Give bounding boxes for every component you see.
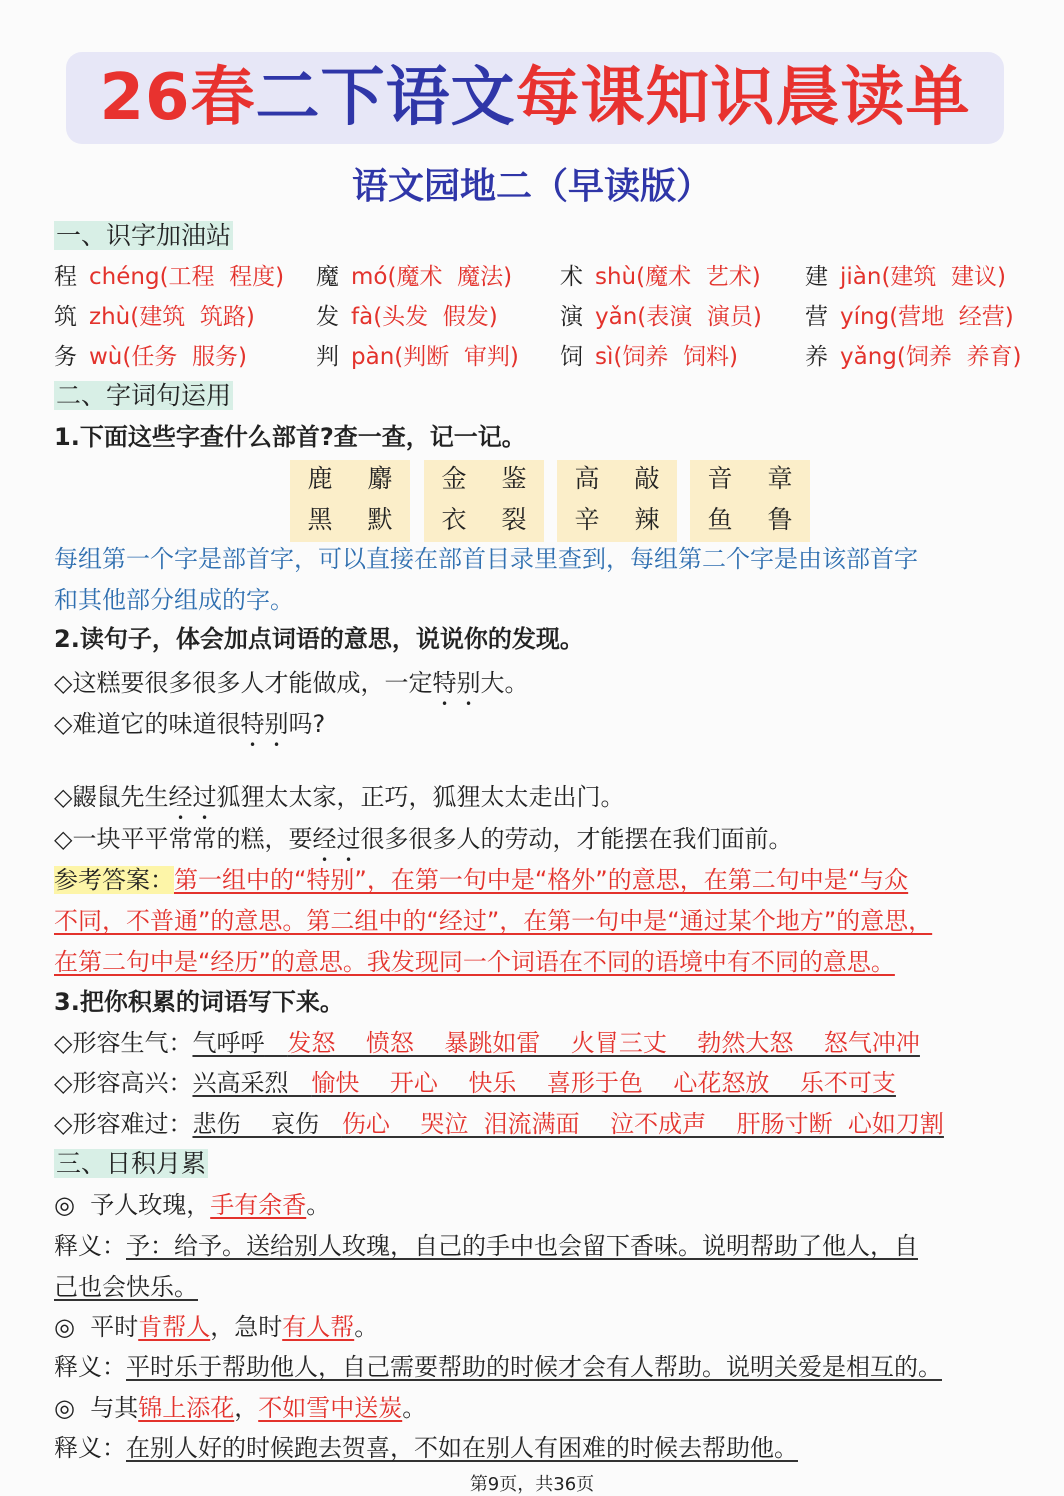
word-row-sad-gap <box>319 1110 342 1138</box>
q1-answer-line1: 每组第一个字是部首字，可以直接在部首目录里查到，每组第二个字是由该部首字 <box>54 545 918 573</box>
explanation-1-line2: 己也会快乐。 <box>54 1273 198 1301</box>
pinyin: zhù <box>89 304 131 330</box>
word-row-angry-label: ◇形容生气： <box>54 1029 193 1057</box>
explanation-2 <box>54 1350 942 1384</box>
explanation-3-text: 在别人好的时候跑去贺喜，不如在别人有困难的时候去帮助他。 <box>126 1434 798 1462</box>
proverb-3-answer1: 锦上添花 <box>138 1394 235 1422</box>
sentence-1-post: 大。 <box>480 669 529 697</box>
proverb-1-pre: ◎ 予人玫瑰， <box>54 1191 211 1219</box>
character: 演 <box>560 304 583 330</box>
character: 魔 <box>316 264 339 290</box>
sentence-4-dotted: 经过 <box>312 825 361 853</box>
section2-heading-text: 二、字词句运用 <box>56 381 232 410</box>
proverb-1-answer: 手有余香 <box>210 1191 307 1219</box>
character-entry <box>560 298 762 331</box>
radical-char: 高 <box>574 464 600 493</box>
word-row-angry-given: 气呼呼 <box>192 1029 265 1057</box>
pinyin: pàn <box>351 344 395 370</box>
sentence-2-pre: ◇难道它的味道很 <box>54 710 241 738</box>
reference-answer-line3: 在第二句中是“经历”的意思。我发现同一个词语在不同的语境中有不同的意思。 <box>54 948 895 976</box>
radical-char: 衣 <box>441 505 467 534</box>
compound-char: 鲁 <box>767 505 793 534</box>
radical-char: 金 <box>441 464 467 493</box>
proverb-3-mid: ， <box>234 1394 259 1422</box>
radical-char: 鹿 <box>307 464 333 493</box>
compound-char: 麝 <box>367 464 393 493</box>
page-subtitle: 语文园地二（早读版） <box>351 166 712 207</box>
character-entry <box>54 298 255 331</box>
explanation-1-text1: 予：给予。送给别人玫瑰，自己的手中也会留下香味。说明帮助了他人，自 <box>126 1232 918 1260</box>
sentence-1-dotted: 特别 <box>432 669 481 697</box>
character-entry <box>560 258 761 291</box>
section2-heading <box>54 379 233 413</box>
character: 养 <box>805 344 828 370</box>
pinyin: yǎn <box>595 304 638 330</box>
word-row-sad-given: 悲伤 哀伤 <box>192 1110 319 1138</box>
character: 术 <box>560 264 583 290</box>
word-row-happy-gap <box>288 1069 311 1097</box>
radical-char: 鱼 <box>707 505 733 534</box>
title-part2: 二下语文 <box>255 61 516 135</box>
explanation-1-label: 释义： <box>54 1232 126 1260</box>
title-part1: 26春 <box>99 61 256 135</box>
character-entry <box>316 258 512 291</box>
example-words: (工程 程度) <box>159 264 285 290</box>
reference-answer-label: 参考答案： <box>54 866 174 894</box>
example-words: (表演 演员) <box>637 304 762 330</box>
section3-heading-text: 三、日积月累 <box>56 1149 207 1178</box>
radical-pair <box>424 460 544 501</box>
compound-char: 敲 <box>634 464 660 493</box>
pinyin: shù <box>595 264 637 290</box>
compound-char: 鉴 <box>501 464 527 493</box>
radical-pair <box>290 501 410 542</box>
word-row-happy <box>54 1066 896 1100</box>
example-words: (饲养 养育) <box>896 344 1022 370</box>
character: 务 <box>54 344 77 370</box>
word-row-sad-label: ◇形容难过： <box>54 1110 193 1138</box>
radical-pair <box>557 501 677 542</box>
pinyin: sì <box>595 344 614 370</box>
proverb-2-pre: ◎ 平时 <box>54 1313 139 1341</box>
proverb-3-answer2: 不如雪中送炭 <box>258 1394 403 1422</box>
proverb-2-answer2: 有人帮 <box>282 1313 355 1341</box>
proverb-2-answer1: 肯帮人 <box>138 1313 211 1341</box>
compound-char: 章 <box>767 464 793 493</box>
character: 建 <box>805 264 828 290</box>
character-entry <box>54 258 284 291</box>
character-entry <box>805 338 1021 371</box>
character: 饲 <box>560 344 583 370</box>
word-row-sad-answers: 伤心 哭泣 泪流满面 泣不成声 肝肠寸断 心如刀割 <box>341 1110 944 1138</box>
radical-pair <box>557 460 677 501</box>
example-words: (任务 服务) <box>122 344 247 370</box>
pinyin: mó <box>351 264 388 290</box>
example-words: (营地 经营) <box>889 304 1014 330</box>
radical-char: 辛 <box>574 505 600 534</box>
proverb-2 <box>54 1310 378 1344</box>
character-entry <box>316 338 519 371</box>
word-row-happy-given: 兴高采烈 <box>192 1069 289 1097</box>
reference-answer-line2: 不同，不普通”的意思。第二组中的“经过”，在第一句中是“通过某个地方”的意思， <box>54 907 933 935</box>
word-row-angry-answers: 发怒 愤怒 暴跳如雷 火冒三丈 勃然大怒 怒气冲冲 <box>287 1029 920 1057</box>
proverb-2-mid: ，急时 <box>210 1313 283 1341</box>
sentence-3-pre: ◇鼹鼠先生 <box>54 783 169 811</box>
word-row-angry-gap <box>264 1029 287 1057</box>
sentence-4-post: 很多很多人的劳动，才能摆在我们面前。 <box>360 825 793 853</box>
pinyin: yíng <box>840 304 890 330</box>
section1-heading <box>54 219 233 253</box>
pinyin: wù <box>89 344 123 370</box>
compound-char: 裂 <box>501 505 527 534</box>
pinyin: chéng <box>89 264 160 290</box>
character-entry <box>805 258 1006 291</box>
example-words: (魔术 艺术) <box>636 264 761 290</box>
example-words: (魔术 魔法) <box>387 264 513 290</box>
sentence-2 <box>54 707 325 752</box>
sentence-1-pre: ◇这糕要很多很多人才能做成，一定 <box>54 669 433 697</box>
radical-char: 音 <box>707 464 733 493</box>
pinyin: fà <box>351 304 374 330</box>
character: 判 <box>316 344 339 370</box>
explanation-3 <box>54 1431 798 1465</box>
word-row-angry <box>54 1026 920 1060</box>
radical-pair <box>424 501 544 542</box>
character-entry <box>316 298 498 331</box>
word-row-happy-answers: 愉快 开心 快乐 喜形于色 心花怒放 乐不可支 <box>311 1069 896 1097</box>
radical-pair <box>690 460 810 501</box>
reference-answer-line1 <box>54 863 908 897</box>
example-words: (判断 审判) <box>394 344 519 370</box>
example-words: (饲养 饲料) <box>613 344 738 370</box>
title-banner <box>66 52 1004 144</box>
page-title <box>66 52 1004 144</box>
example-words: (头发 假发) <box>373 304 498 330</box>
compound-char: 默 <box>367 505 393 534</box>
radical-char: 黑 <box>307 505 333 534</box>
sentence-3-dotted: 经过 <box>168 783 217 811</box>
proverb-2-post: 。 <box>354 1313 379 1341</box>
proverb-3-post: 。 <box>402 1394 427 1422</box>
radical-pair <box>290 460 410 501</box>
explanation-3-label: 释义： <box>54 1434 126 1462</box>
character: 发 <box>316 304 339 330</box>
page-number: 第9页，共36页 <box>469 1474 595 1495</box>
character: 营 <box>805 304 828 330</box>
proverb-3-pre: ◎ 与其 <box>54 1394 139 1422</box>
proverb-3 <box>54 1391 426 1425</box>
character-entry <box>805 298 1014 331</box>
sentence-3 <box>54 780 624 825</box>
proverb-1-post: 。 <box>306 1191 331 1219</box>
sentence-2-dotted: 特别 <box>240 710 289 738</box>
sentence-4 <box>54 822 792 867</box>
radical-pair <box>690 501 810 542</box>
question-1: 1.下面这些字查什么部首?查一查，记一记。 <box>54 423 526 451</box>
character-entry <box>560 338 738 371</box>
reference-answer-text1: 第一组中的“特别”，在第一句中是“格外”的意思，在第二句中是“与众 <box>174 866 909 894</box>
character-entry <box>54 338 247 371</box>
pinyin: jiàn <box>840 264 882 290</box>
title-part3: 每课知识晨读单 <box>515 61 971 135</box>
character: 程 <box>54 264 77 290</box>
sentence-3-post: 狐狸太太家，正巧，狐狸太太走出门。 <box>216 783 625 811</box>
example-words: (建筑 筑路) <box>130 304 255 330</box>
example-words: (建筑 建议) <box>881 264 1007 290</box>
question-2: 2.读句子，体会加点词语的意思，说说你的发现。 <box>54 625 584 653</box>
word-row-sad <box>54 1107 944 1141</box>
section1-heading-text: 一、识字加油站 <box>56 221 232 250</box>
word-row-happy-label: ◇形容高兴： <box>54 1069 193 1097</box>
explanation-2-text: 平时乐于帮助他人，自己需要帮助的时候才会有人帮助。说明关爱是相互的。 <box>126 1353 942 1381</box>
sentence-4-pre: ◇一块平平常常的糕，要 <box>54 825 313 853</box>
character: 筑 <box>54 304 77 330</box>
sentence-2-post: 吗? <box>288 710 326 738</box>
compound-char: 辣 <box>634 505 660 534</box>
sentence-1 <box>54 666 528 711</box>
question-3: 3.把你积累的词语写下来。 <box>54 988 344 1016</box>
pinyin: yǎng <box>840 344 897 370</box>
proverb-1 <box>54 1188 330 1222</box>
q1-answer-line2: 和其他部分组成的字。 <box>54 586 294 614</box>
explanation-1-line1 <box>54 1229 918 1263</box>
explanation-2-label: 释义： <box>54 1353 126 1381</box>
section3-heading <box>54 1147 208 1181</box>
